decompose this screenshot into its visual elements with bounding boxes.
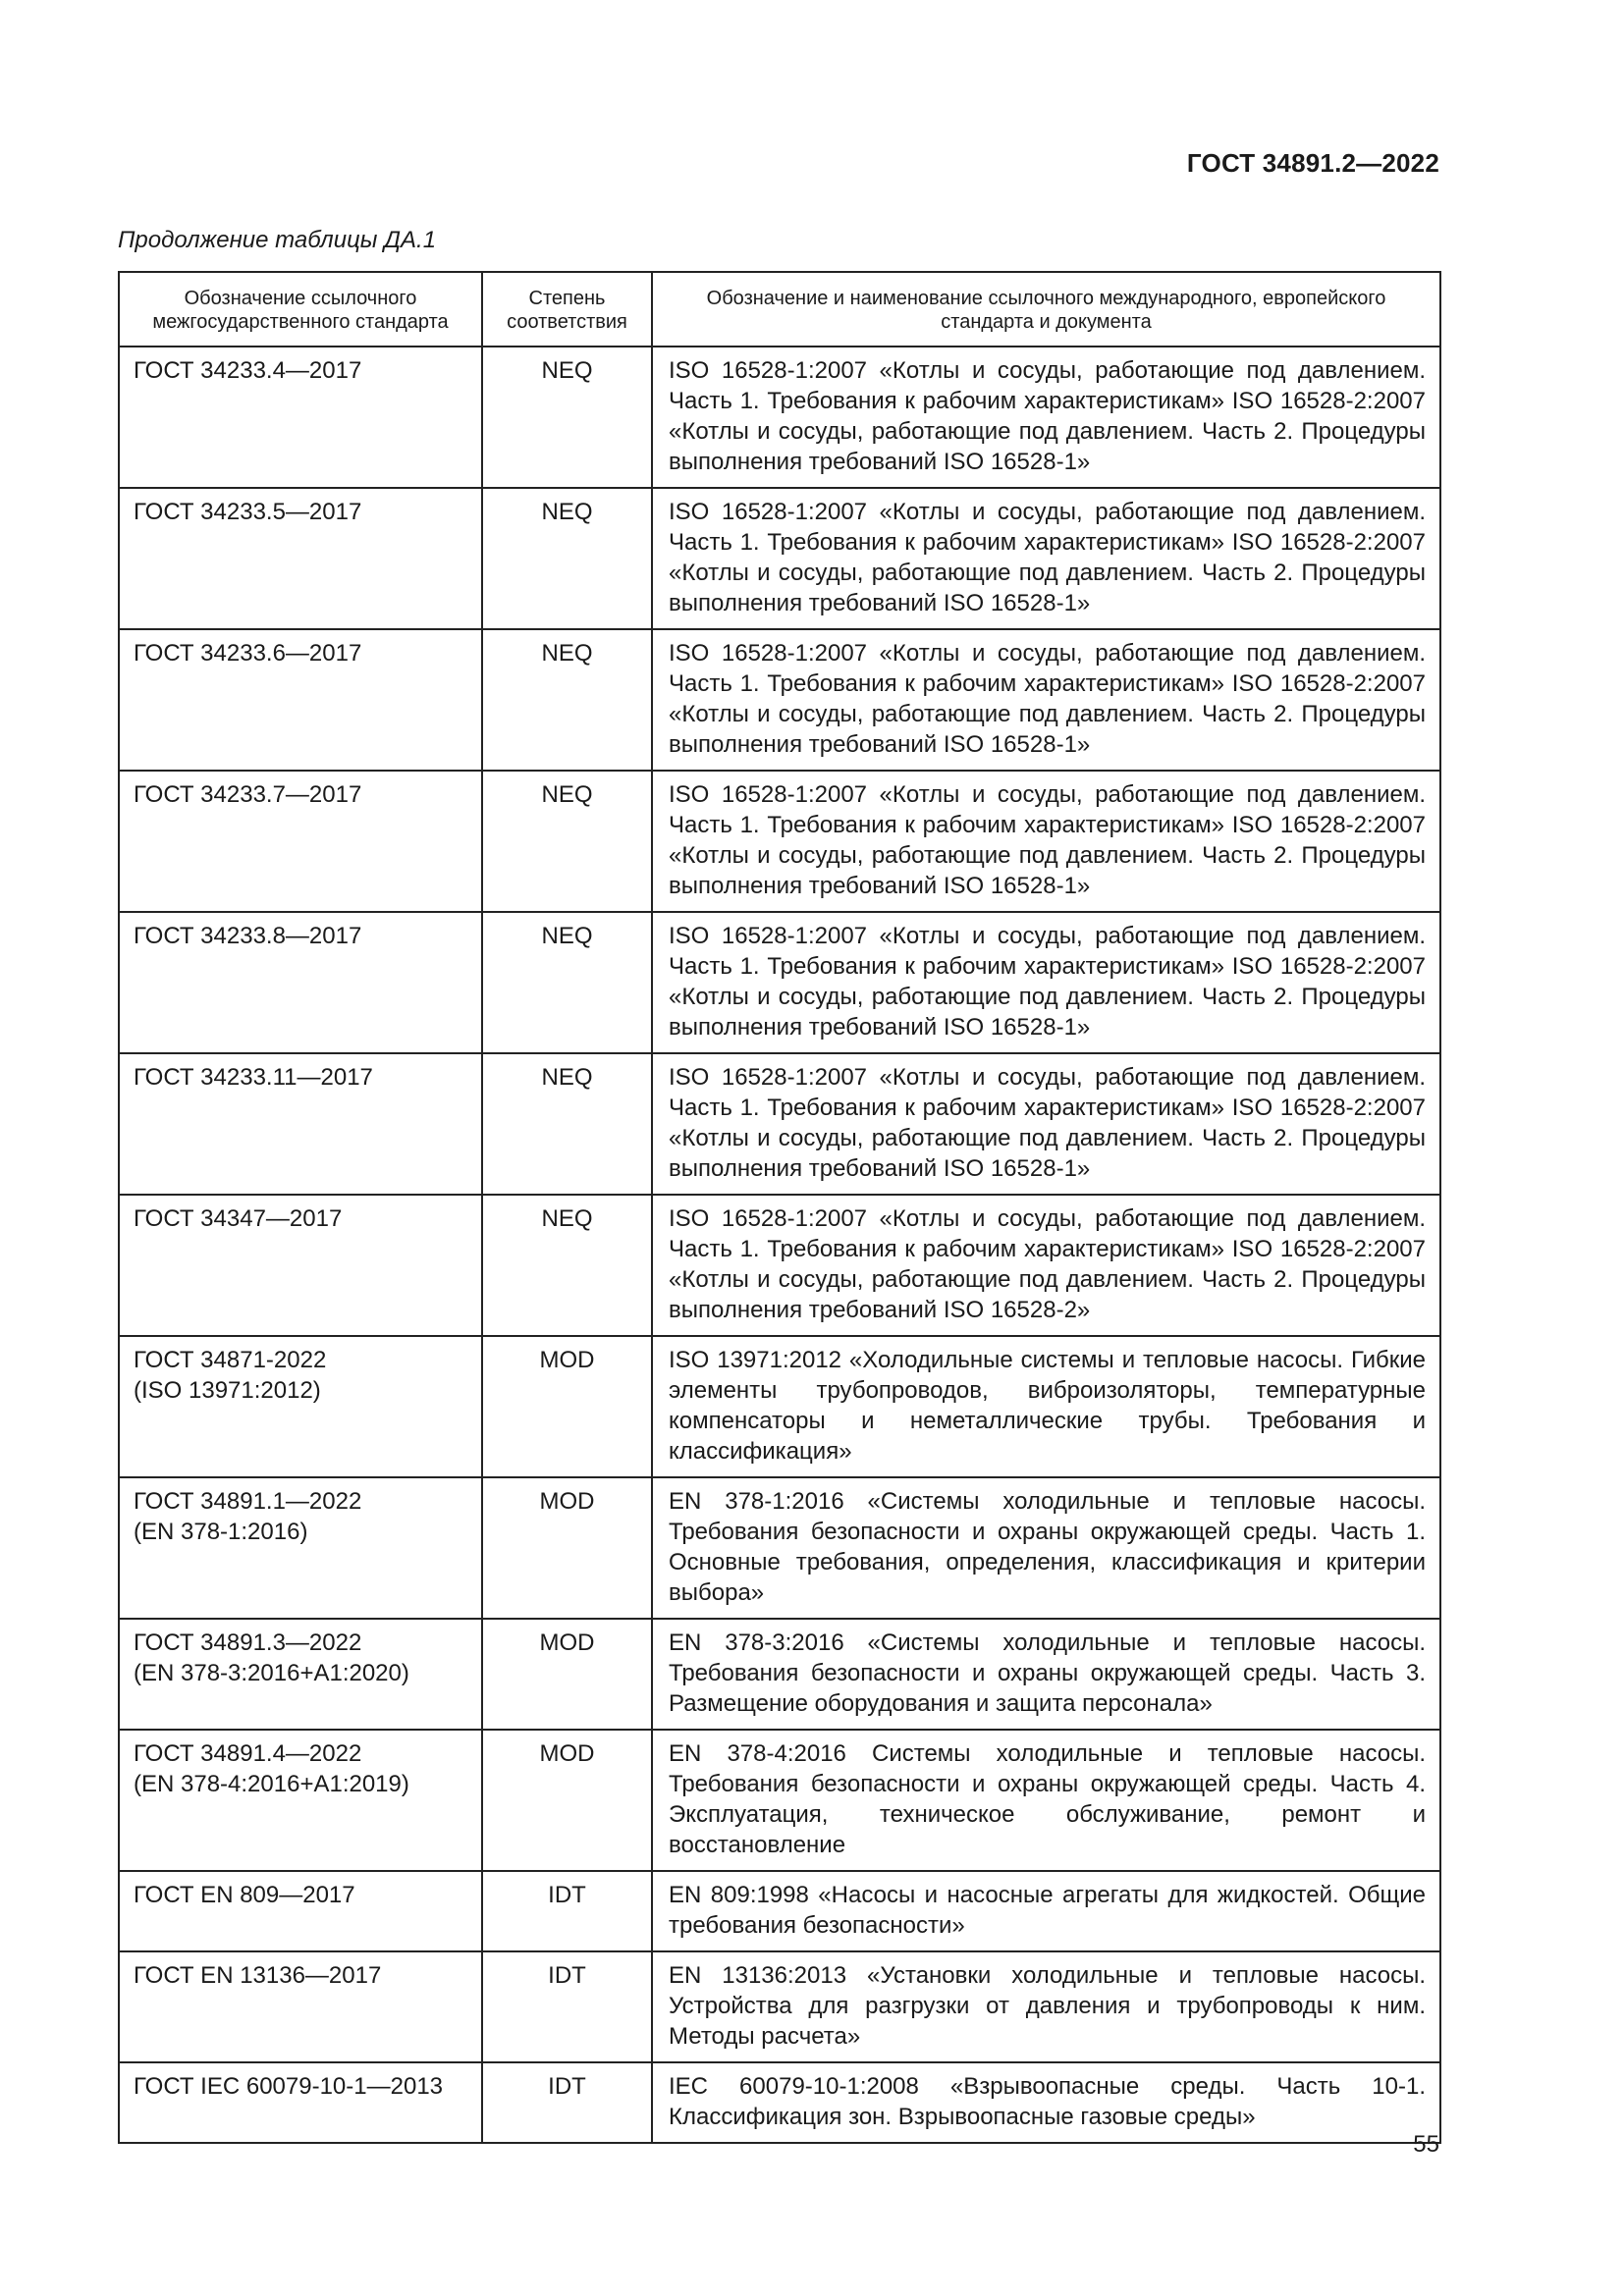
gost-designation-cell: ГОСТ 34233.4—2017 [119, 347, 482, 488]
gost-designation-cell: ГОСТ 34347—2017 [119, 1195, 482, 1336]
table-row [119, 1477, 1440, 1619]
gost-designation-cell: ГОСТ 34871-2022 (ISO 13971:2012) [119, 1336, 482, 1477]
table-row [119, 1951, 1440, 2062]
conformity-degree-cell: NEQ [482, 1195, 652, 1336]
table-header-row [119, 272, 1440, 347]
conformity-degree-cell: NEQ [482, 347, 652, 488]
conformity-degree-cell: MOD [482, 1477, 652, 1619]
gost-designation-cell: ГОСТ IEC 60079-10-1—2013 [119, 2062, 482, 2143]
gost-designation-cell: ГОСТ 34891.3—2022 (EN 378-3:2016+A1:2020) [119, 1619, 482, 1730]
gost-designation-cell: ГОСТ 34233.6—2017 [119, 629, 482, 771]
international-standard-cell: EN 378-1:2016 «Системы холодильные и тепловые насосы. Требования безопасности и охраны окружающей среды. Часть 1. Основные требования, определения, классификация и критерии выбора» [652, 1477, 1440, 1619]
conformity-degree-cell: NEQ [482, 1053, 652, 1195]
table-row [119, 1195, 1440, 1336]
international-standard-cell: ISO 16528-1:2007 «Котлы и сосуды, работающие под давлением. Часть 1. Требования к рабочим характеристикам» ISO 16528-2:2007 «Котлы и сосуды, работающие под давлением. Часть 2. Процедуры выполнения требований ISO 16528-1» [652, 771, 1440, 912]
table-row [119, 629, 1440, 771]
gost-designation-cell: ГОСТ EN 809—2017 [119, 1871, 482, 1951]
table-row [119, 1053, 1440, 1195]
column-header-gost: Обозначение ссылочного межгосударственного стандарта [119, 272, 482, 347]
international-standard-cell: ISO 16528-1:2007 «Котлы и сосуды, работающие под давлением. Часть 1. Требования к рабочим характеристикам» ISO 16528-2:2007 «Котлы и сосуды, работающие под давлением. Часть 2. Процедуры выполнения требований ISO 16528-2» [652, 1195, 1440, 1336]
gost-designation-cell: ГОСТ 34891.1—2022 (EN 378-1:2016) [119, 1477, 482, 1619]
conformity-degree-cell: IDT [482, 2062, 652, 2143]
table-caption: Продолжение таблицы ДА.1 [118, 227, 437, 253]
international-standard-cell: EN 13136:2013 «Установки холодильные и тепловые насосы. Устройства для разгрузки от давления и трубопроводы к ним. Методы расчета» [652, 1951, 1440, 2062]
gost-designation-cell: ГОСТ 34891.4—2022 (EN 378-4:2016+A1:2019) [119, 1730, 482, 1871]
column-header-degree: Степень соответствия [482, 272, 652, 347]
table-row [119, 2062, 1440, 2143]
table-row [119, 771, 1440, 912]
international-standard-cell: EN 378-3:2016 «Системы холодильные и тепловые насосы. Требования безопасности и охраны окружающей среды. Часть 3. Размещение оборудования и защита персонала» [652, 1619, 1440, 1730]
conformity-degree-cell: MOD [482, 1730, 652, 1871]
column-header-international: Обозначение и наименование ссылочного международного, европейского стандарта и документа [652, 272, 1440, 347]
international-standard-cell: ISO 16528-1:2007 «Котлы и сосуды, работающие под давлением. Часть 1. Требования к рабочим характеристикам» ISO 16528-2:2007 «Котлы и сосуды, работающие под давлением. Часть 2. Процедуры выполнения требований ISO 16528-1» [652, 347, 1440, 488]
conformity-degree-cell: NEQ [482, 912, 652, 1053]
international-standard-cell: ISO 16528-1:2007 «Котлы и сосуды, работающие под давлением. Часть 1. Требования к рабочим характеристикам» ISO 16528-2:2007 «Котлы и сосуды, работающие под давлением. Часть 2. Процедуры выполнения требований ISO 16528-1» [652, 629, 1440, 771]
conformity-degree-cell: MOD [482, 1619, 652, 1730]
table-row [119, 488, 1440, 629]
international-standard-cell: ISO 16528-1:2007 «Котлы и сосуды, работающие под давлением. Часть 1. Требования к рабочим характеристикам» ISO 16528-2:2007 «Котлы и сосуды, работающие под давлением. Часть 2. Процедуры выполнения требований ISO 16528-1» [652, 912, 1440, 1053]
international-standard-cell: IEC 60079-10-1:2008 «Взрывоопасные среды. Часть 10-1. Классификация зон. Взрывоопасные газовые среды» [652, 2062, 1440, 2143]
international-standard-cell: EN 809:1998 «Насосы и насосные агрегаты для жидкостей. Общие требования безопасности» [652, 1871, 1440, 1951]
reference-table [118, 271, 1441, 2144]
gost-designation-cell: ГОСТ 34233.8—2017 [119, 912, 482, 1053]
conformity-degree-cell: IDT [482, 1951, 652, 2062]
international-standard-cell: ISO 13971:2012 «Холодильные системы и тепловые насосы. Гибкие элементы трубопроводов, виброизоляторы, температурные компенсаторы и неметаллические трубы. Требования и классификация» [652, 1336, 1440, 1477]
international-standard-cell: ISO 16528-1:2007 «Котлы и сосуды, работающие под давлением. Часть 1. Требования к рабочим характеристикам» ISO 16528-2:2007 «Котлы и сосуды, работающие под давлением. Часть 2. Процедуры выполнения требований ISO 16528-1» [652, 488, 1440, 629]
conformity-degree-cell: NEQ [482, 488, 652, 629]
table-body [119, 347, 1440, 2143]
conformity-degree-cell: NEQ [482, 629, 652, 771]
conformity-degree-cell: IDT [482, 1871, 652, 1951]
gost-designation-cell: ГОСТ 34233.7—2017 [119, 771, 482, 912]
table-row [119, 912, 1440, 1053]
gost-designation-cell: ГОСТ 34233.5—2017 [119, 488, 482, 629]
document-number: ГОСТ 34891.2—2022 [1186, 148, 1439, 178]
table-header [119, 272, 1440, 347]
international-standard-cell: EN 378-4:2016 Системы холодильные и тепловые насосы. Требования безопасности и охраны окружающей среды. Часть 4. Эксплуатация, техническое обслуживание, ремонт и восстановление [652, 1730, 1440, 1871]
table-row [119, 1871, 1440, 1951]
gost-designation-cell: ГОСТ EN 13136—2017 [119, 1951, 482, 2062]
conformity-degree-cell: MOD [482, 1336, 652, 1477]
page-number: 55 [1413, 2131, 1439, 2158]
gost-designation-cell: ГОСТ 34233.11—2017 [119, 1053, 482, 1195]
table-row [119, 347, 1440, 488]
international-standard-cell: ISO 16528-1:2007 «Котлы и сосуды, работающие под давлением. Часть 1. Требования к рабочим характеристикам» ISO 16528-2:2007 «Котлы и сосуды, работающие под давлением. Часть 2. Процедуры выполнения требований ISO 16528-1» [652, 1053, 1440, 1195]
table-row [119, 1730, 1440, 1871]
table-row [119, 1336, 1440, 1477]
table-row [119, 1619, 1440, 1730]
conformity-degree-cell: NEQ [482, 771, 652, 912]
